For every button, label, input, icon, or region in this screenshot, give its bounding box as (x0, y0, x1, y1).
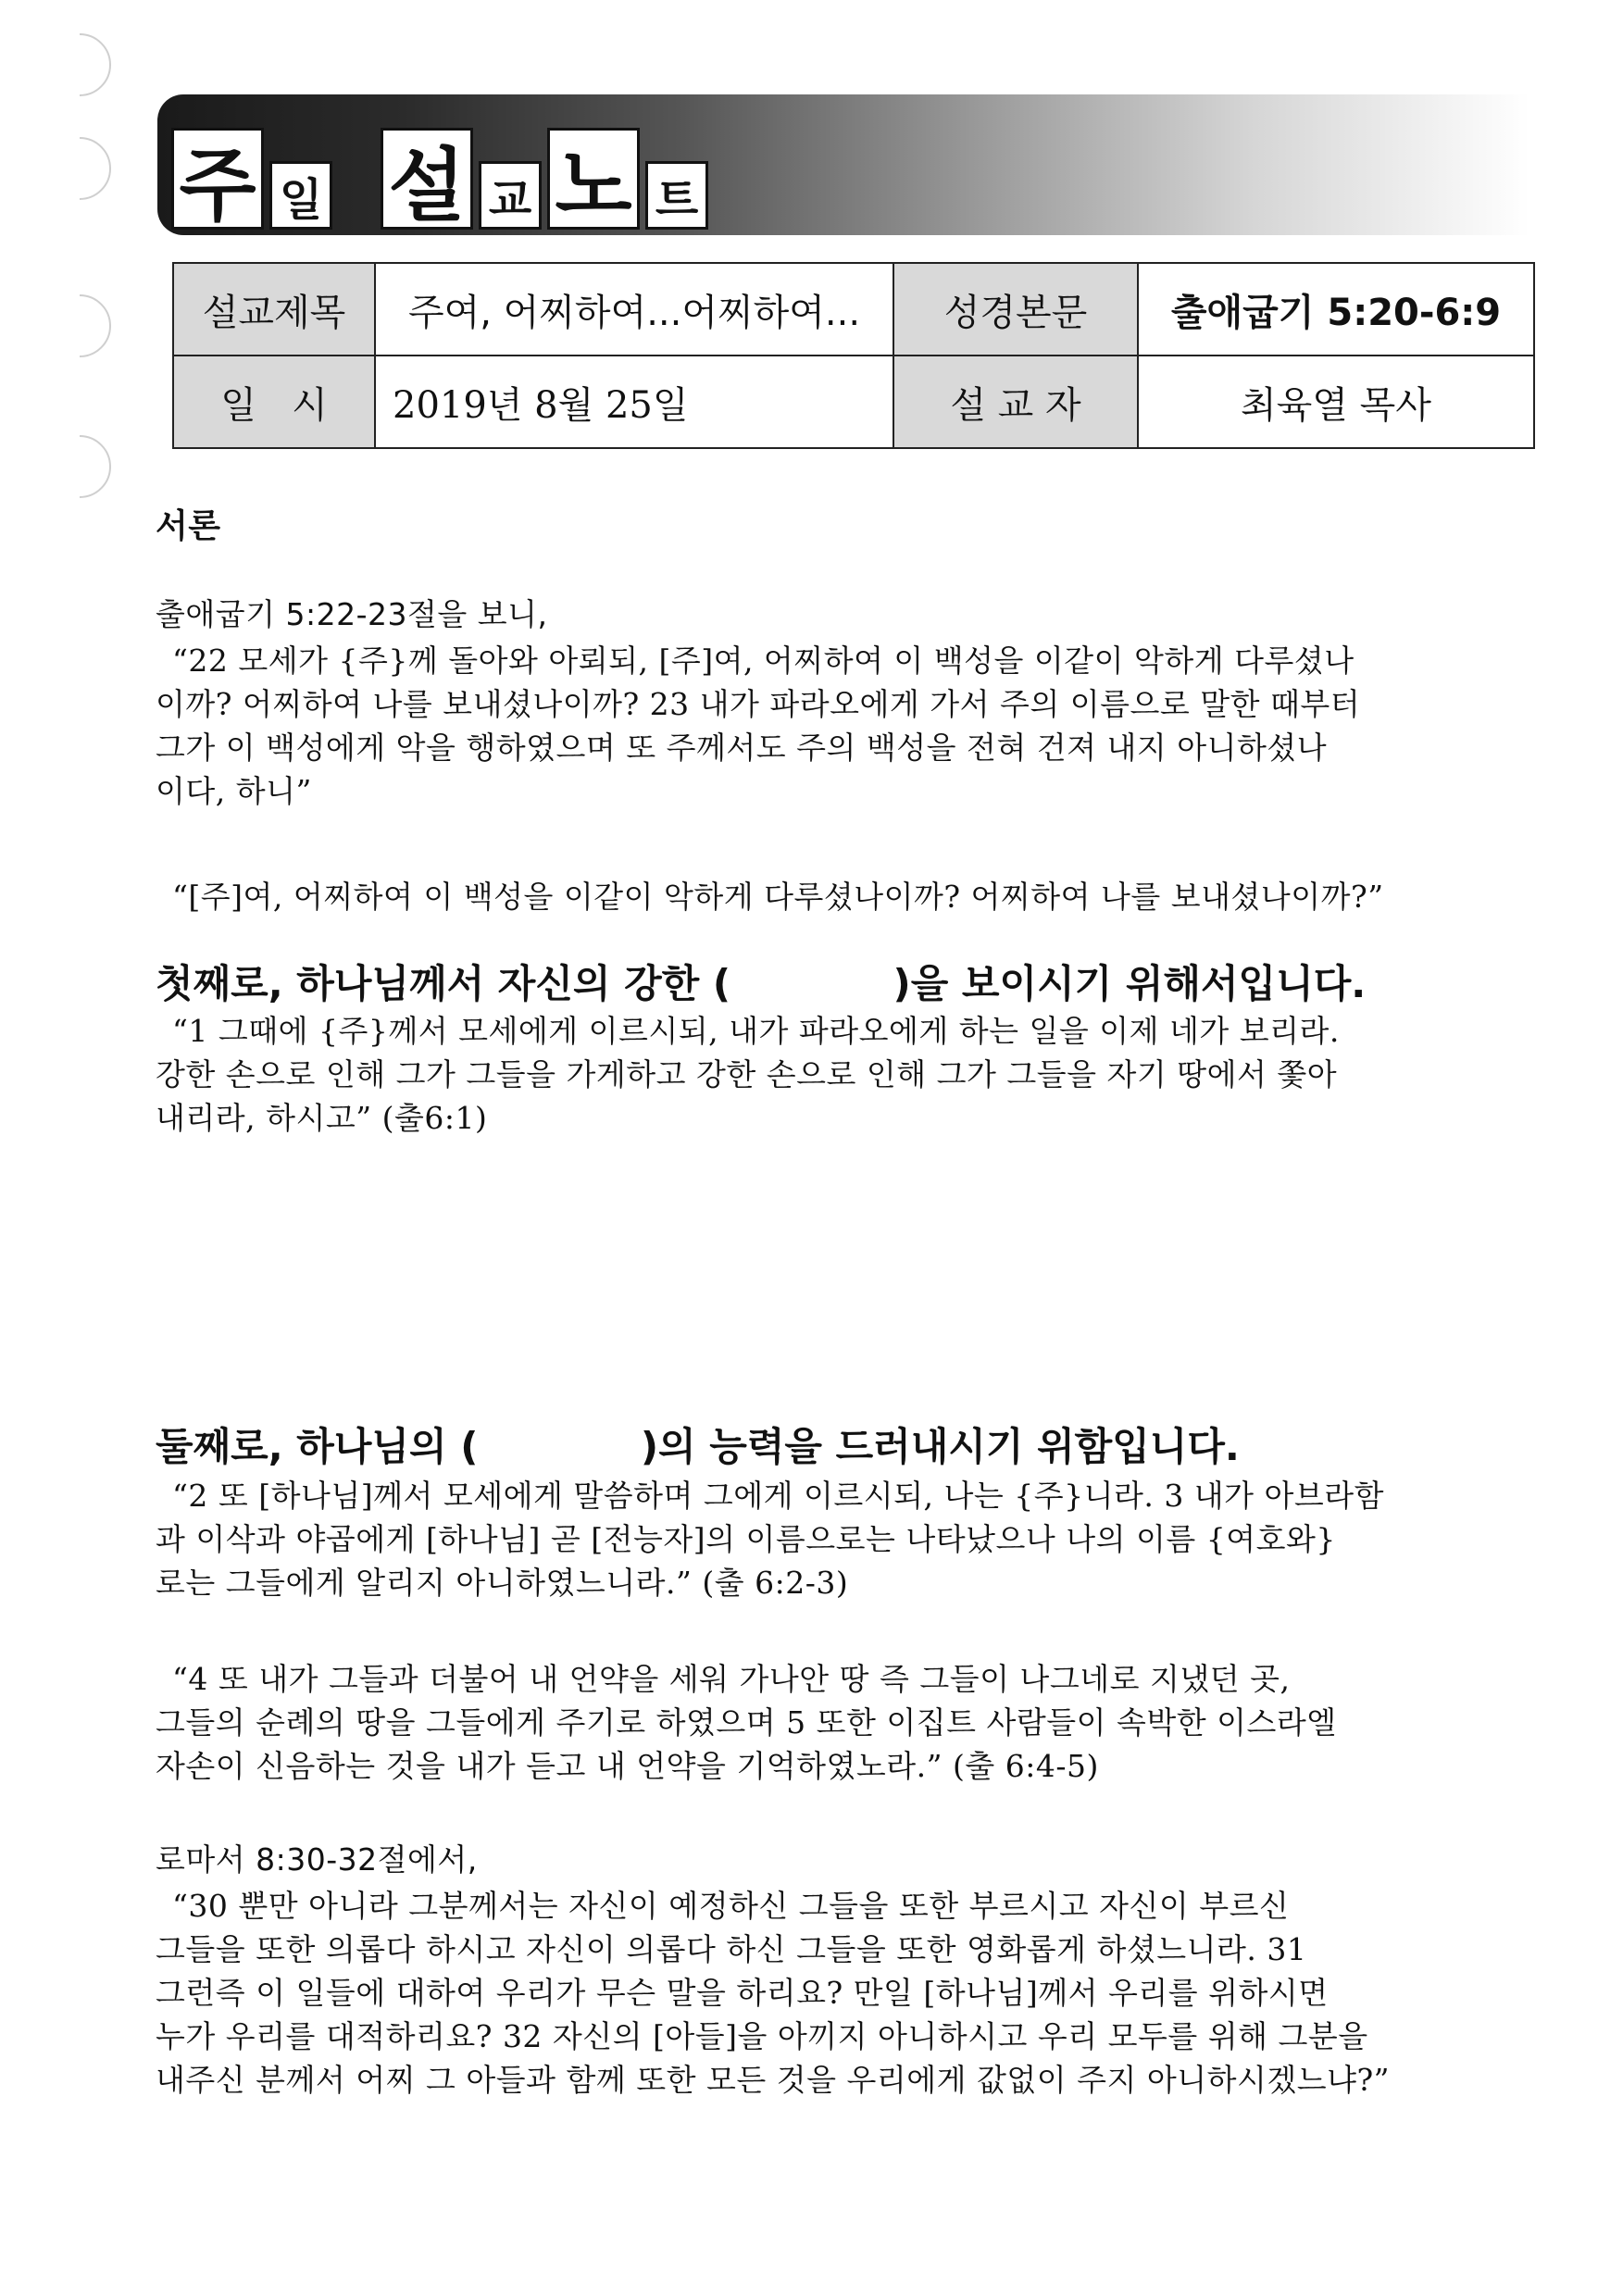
first-point-heading: 첫째로, 하나님께서 자신의 강한 ( )을 보이시기 위해서입니다. (156, 961, 1367, 1006)
quote-line: “30 뿐만 아니라 그분께서는 자신이 예정하신 그들을 또한 부르시고 자신이 부르신 (172, 1888, 1290, 1924)
punch-hole (48, 33, 111, 96)
banner-title (171, 119, 708, 230)
quote-line: 로는 그들에게 알리지 아니하였느니라.” (출 6:2-3) (156, 1565, 849, 1601)
quote-line: 강한 손으로 인해 그가 그들을 가게하고 강한 손으로 인해 그가 그들을 자기 땅에서 쫓아 (156, 1056, 1338, 1092)
title-char: 주 (171, 128, 264, 230)
punch-hole (48, 435, 111, 498)
romans-reference: 로마서 8:30-32절에서, (156, 1841, 478, 1878)
preacher-label: 설 교 자 (893, 356, 1138, 448)
scripture-label: 성경본문 (893, 263, 1138, 356)
quote-line: 그들의 순례의 땅을 그들에게 주기로 하였으며 5 또한 이집트 사람들이 속박한 이스라엘 (156, 1704, 1337, 1741)
intro-quote-2: “[주]여, 어찌하여 이 백성을 이같이 악하게 다루셨나이까? 어찌하여 나를 보내셨나이까?” (172, 879, 1384, 915)
date-value: 2019년 8월 25일 (375, 356, 893, 448)
second-point-heading: 둘째로, 하나님의 ( )의 능력을 드러내시기 위함입니다. (156, 1424, 1240, 1469)
quote-line: 누가 우리를 대적하리요? 32 자신의 [아들]을 아끼지 아니하시고 우리 모두를 위해 그분을 (156, 2018, 1368, 2054)
quote-line: “22 모세가 {주}께 돌아와 아뢰되, [주]여, 어찌하여 이 백성을 이같이 악하게 다루셨나 (172, 643, 1355, 679)
quote-line: 그가 이 백성에게 악을 행하였으며 또 주께서도 주의 백성을 전혀 건져 내지 아니하셨나 (156, 730, 1328, 766)
second-quote-2 (156, 1657, 1526, 1788)
quote-line: 과 이삭과 야곱에게 [하나님] 곧 [전능자]의 이름으로는 나타났으나 나의 이름 {여호와} (156, 1521, 1336, 1557)
quote-line: “2 또 [하나님]께서 모세에게 말씀하며 그에게 이르시되, 나는 {주}니라. 3 내가 아브라함 (172, 1478, 1385, 1514)
quote-line: 내주신 분께서 어찌 그 아들과 함께 또한 모든 것을 우리에게 값없이 주지 아니하시겠느냐?” (156, 2062, 1391, 2098)
quote-line: 그런즉 이 일들에 대하여 우리가 무슨 말을 하리요? 만일 [하나님]께서 우리를 위하시면 (156, 1975, 1329, 2011)
preacher-value: 최육열 목사 (1138, 356, 1534, 448)
date-label: 일 시 (173, 356, 375, 448)
title-char: 교 (479, 161, 542, 230)
punch-hole (48, 294, 111, 357)
first-quote (156, 1009, 1526, 1140)
quote-line: “1 그때에 {주}께서 모세에게 이르시되, 내가 파라오에게 하는 일을 이제 네가 보리라. (172, 1013, 1340, 1049)
quote-line: 이다, 하니” (156, 773, 312, 809)
title-char: 노 (547, 128, 640, 230)
second-quote-1 (156, 1474, 1526, 1604)
intro-quote (156, 639, 1526, 813)
sermon-title-label: 설교제목 (173, 263, 375, 356)
punch-hole (48, 137, 111, 200)
quote-line: 자손이 신음하는 것을 내가 듣고 내 언약을 기억하였노라.” (출 6:4-5) (156, 1748, 1099, 1784)
quote-line: 내리라, 하시고” (출6:1) (156, 1100, 488, 1136)
romans-quote (156, 1884, 1526, 2102)
title-char: 설 (381, 128, 473, 230)
quote-line: 이까? 어찌하여 나를 보내셨나이까? 23 내가 파라오에게 가서 주의 이름으로 말한 때부터 (156, 686, 1361, 722)
scripture-value: 출애굽기 5:20-6:9 (1138, 263, 1534, 356)
intro-heading: 서론 (156, 507, 221, 545)
quote-line: “4 또 내가 그들과 더불어 내 언약을 세워 가나안 땅 즉 그들이 나그네로 지냈던 곳, (172, 1661, 1291, 1697)
title-char: 일 (269, 161, 332, 230)
title-char: 트 (645, 161, 708, 230)
quote-line: 그들을 또한 의롭다 하시고 자신이 의롭다 하신 그들을 또한 영화롭게 하셨느니라. 31 (156, 1931, 1307, 1967)
sermon-title-value: 주여, 어찌하여...어찌하여... (375, 263, 893, 356)
sermon-info-table (172, 262, 1535, 449)
intro-reference: 출애굽기 5:22-23절을 보니, (156, 596, 548, 632)
